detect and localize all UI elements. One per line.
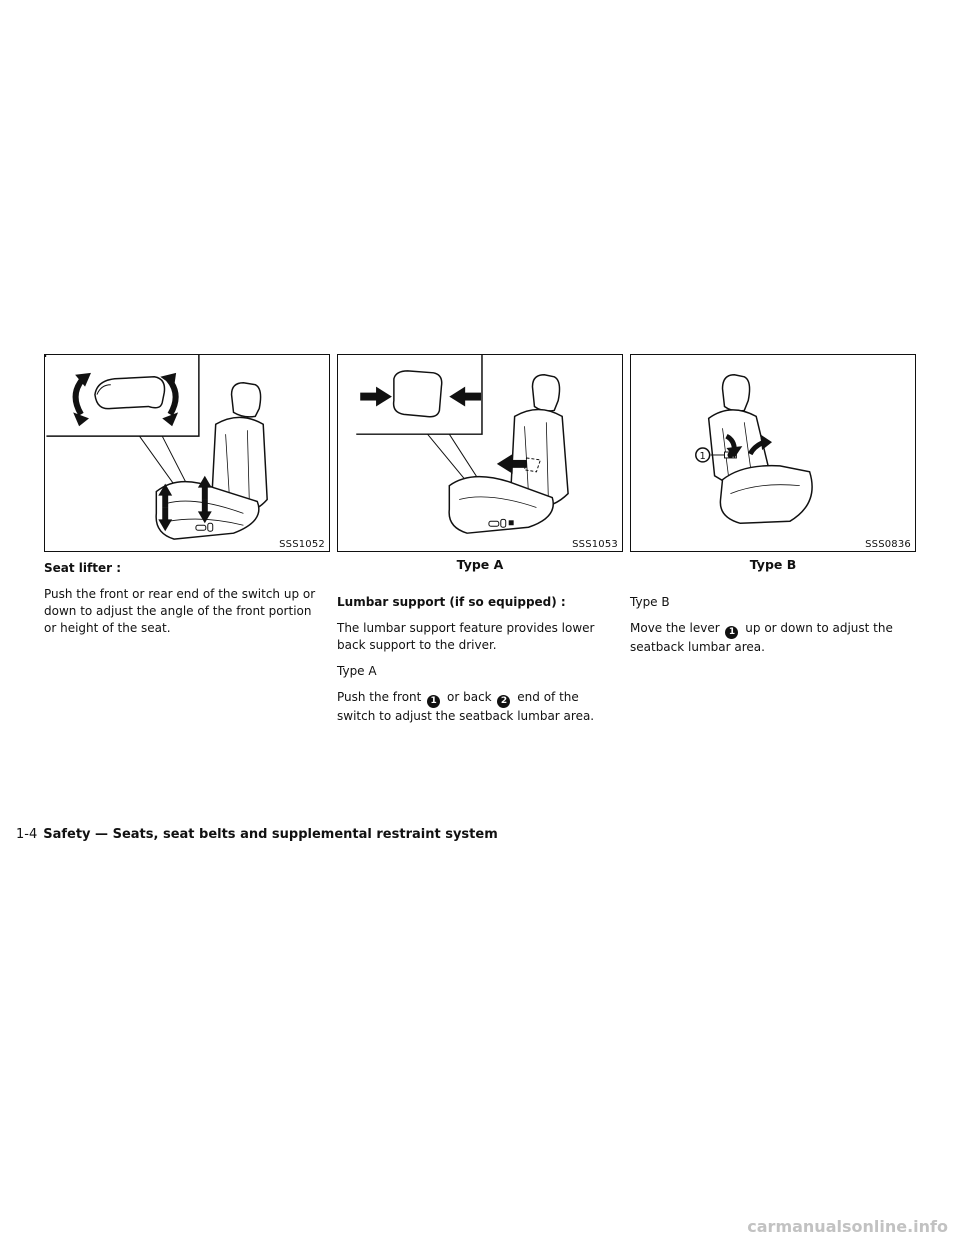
figure-code: SSS1052 [279,539,325,550]
figure-caption-type-a: Type A [456,557,504,572]
subheading: Type A [337,664,377,678]
text-fragment: Move the lever [630,621,720,635]
subheading: Type B [630,595,670,609]
column-lumbar-support [337,594,619,725]
section-heading: Lumbar support (if so equipped) : [337,595,566,609]
column-type-b [630,594,912,656]
text-fragment: or back [447,690,492,704]
paragraph: Push the front or rear end of the switch up or down to adjust the angle of the front portion or height of the seat. [44,587,316,635]
svg-text:1: 1 [699,450,706,462]
watermark-text: carmanualsonline.info [747,1217,948,1236]
paragraph: The lumbar support feature provides lower back support to the driver. [337,621,595,652]
figure-code: SSS0836 [865,539,911,550]
page-footer [16,827,498,842]
callout-marker-1: 1 [725,626,738,639]
seat-lifter-illustration [45,355,329,551]
figure-code: SSS1053 [572,539,618,550]
lumbar-type-a-illustration [338,355,622,551]
text-fragment: end of the switch to adjust the seatback lumbar area. [337,690,595,723]
figure-seat-lifter [44,354,330,552]
page-number: 1-4 [16,827,38,842]
text-fragment: Push the front [337,690,422,704]
figure-caption-type-b: Type B [749,557,797,572]
section-heading: Seat lifter : [44,561,122,575]
column-seat-lifter [44,560,326,637]
section-title: Safety — Seats, seat belts and supplemental restraint system [43,827,498,842]
figure-lumbar-type-a [337,354,623,552]
paragraph [630,620,912,656]
text-fragment: up or down to adjust the seatback lumbar area. [630,621,893,654]
callout-marker-1: 1 [427,695,440,708]
lumbar-type-b-illustration [631,355,915,551]
figure-lumbar-type-b [630,354,916,552]
callout-marker-2: 2 [497,695,510,708]
paragraph [337,689,619,725]
